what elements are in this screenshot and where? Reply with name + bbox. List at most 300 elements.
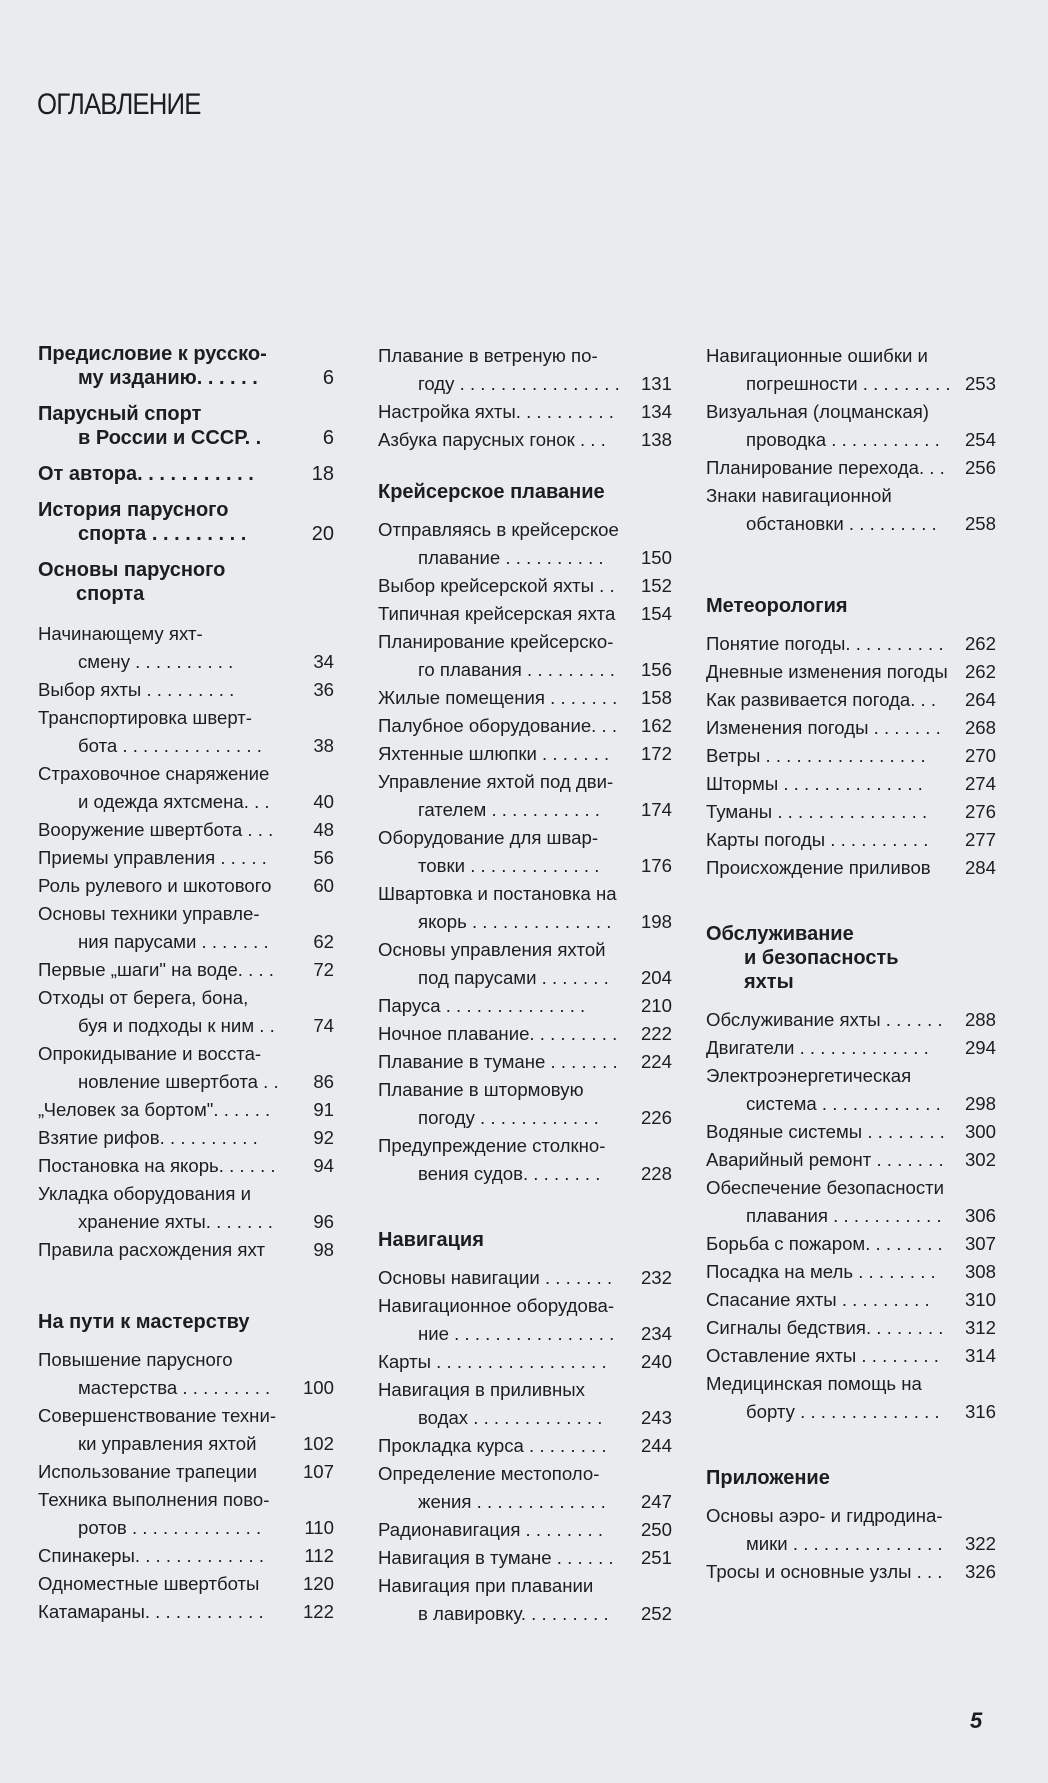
toc-entry-text: проводка . . . . . . . . . . .: [746, 429, 940, 450]
toc-entry: [378, 824, 672, 880]
toc-page-number: 98: [313, 1239, 334, 1260]
toc-entry-text: жения . . . . . . . . . . . . .: [418, 1491, 606, 1512]
toc-entry: [378, 992, 672, 1020]
toc-entry-text: хранение яхты. . . . . . .: [78, 1211, 273, 1232]
toc-entry: [378, 398, 672, 426]
toc-entry: [378, 1460, 672, 1516]
toc-entry-text: Предупреждение столкно-: [378, 1135, 606, 1156]
toc-entry: [38, 1152, 334, 1180]
toc-entry: [38, 1542, 334, 1570]
toc-entry: [38, 956, 334, 984]
toc-entry-text: Основы управления яхтой: [378, 939, 606, 960]
toc-page-number: 6: [322, 367, 334, 389]
toc-page-number: 222: [640, 1023, 672, 1044]
toc-entry-text: Плавание в ветреную по-: [378, 345, 598, 366]
toc-column-2: [378, 342, 672, 1628]
toc-page-number: 198: [640, 911, 672, 932]
toc-page-number: 156: [640, 659, 672, 680]
toc-page-number: 276: [964, 801, 996, 822]
toc-page-number: 100: [302, 1377, 334, 1398]
toc-entry-text: Основы техники управле-: [38, 903, 260, 924]
toc-page-number: 256: [964, 457, 996, 478]
toc-entry: [378, 880, 672, 936]
toc-page-number: 288: [964, 1009, 996, 1030]
toc-entry: [706, 1558, 996, 1586]
toc-entry: [378, 1516, 672, 1544]
toc-entry-text: Двигатели . . . . . . . . . . . . .: [706, 1037, 929, 1058]
toc-entry: [378, 1292, 672, 1348]
toc-entry-text: ния парусами . . . . . . .: [78, 931, 269, 952]
toc-page-number: 284: [964, 857, 996, 878]
toc-page-number: 322: [964, 1533, 996, 1554]
toc-entry: [378, 1076, 672, 1132]
toc-entry: [38, 1486, 334, 1542]
toc-entry: [706, 1230, 996, 1258]
toc-entry: [38, 1180, 334, 1236]
section-heading-line: Приложение: [706, 1467, 830, 1489]
toc-entry: [706, 1314, 996, 1342]
toc-entry: [378, 768, 672, 824]
toc-entry: [38, 1598, 334, 1626]
toc-page-number: 150: [640, 547, 672, 568]
toc-entry-text: под парусами . . . . . . .: [418, 967, 609, 988]
toc-page-number: 20: [311, 523, 334, 545]
toc-entry: [706, 1342, 996, 1370]
toc-page-number: 274: [964, 773, 996, 794]
toc-entry-text: го плавания . . . . . . . . .: [418, 659, 615, 680]
toc-entry: [378, 1432, 672, 1460]
toc-entry-text: Ветры . . . . . . . . . . . . . . . .: [706, 745, 926, 766]
toc-entry-text: Управление яхтой под дви-: [378, 771, 614, 792]
toc-entry-text: Швартовка и постановка на: [378, 883, 617, 904]
page-number: 5: [970, 1708, 983, 1733]
toc-entry-text: Паруса . . . . . . . . . . . . . .: [378, 995, 586, 1016]
toc-entry-text: товки . . . . . . . . . . . . .: [418, 855, 600, 876]
toc-entry: [378, 712, 672, 740]
toc-entry-text: Визуальная (лоцманская): [706, 401, 929, 422]
toc-entry: [706, 454, 996, 482]
toc-entry-text: Аварийный ремонт . . . . . . .: [706, 1149, 944, 1170]
toc-entry-text: Выбор яхты . . . . . . . . .: [38, 679, 235, 700]
toc-entry-text: смену . . . . . . . . . .: [78, 651, 234, 672]
section-heading: [378, 480, 672, 504]
section-heading-line: спорта: [76, 583, 145, 605]
toc-entry: [38, 1040, 334, 1096]
toc-entry: [706, 686, 996, 714]
toc-page-number: 36: [313, 679, 334, 700]
toc-page-number: 253: [964, 373, 996, 394]
toc-entry-text: Происхождение приливов: [706, 857, 931, 878]
toc-page-number: 176: [640, 855, 672, 876]
toc-page-number: 252: [640, 1603, 672, 1624]
toc-page-number: 326: [964, 1561, 996, 1582]
toc-entry-text: Начинающему яхт-: [38, 623, 203, 644]
section-heading-line: яхты: [744, 971, 794, 993]
toc-entry-text: обстановки . . . . . . . . .: [746, 513, 937, 534]
toc-entry: [378, 936, 672, 992]
toc-entry-text: погоду . . . . . . . . . . . .: [418, 1107, 599, 1128]
toc-page-number: 251: [640, 1547, 672, 1568]
toc-column-1: [38, 342, 334, 1626]
toc-entry: [706, 742, 996, 770]
toc-page-number: 120: [302, 1573, 334, 1594]
toc-entry-text: Изменения погоды . . . . . . .: [706, 717, 941, 738]
toc-entry: [378, 1544, 672, 1572]
toc-page-number: 172: [640, 743, 672, 764]
toc-page-number: 310: [964, 1289, 996, 1310]
toc-page-number: 243: [640, 1407, 672, 1428]
section-heading-line: Навигация: [378, 1229, 484, 1251]
toc-entry-text: Прокладка курса . . . . . . . .: [378, 1435, 607, 1456]
toc-page-number: 300: [964, 1121, 996, 1142]
toc-entry-text: Техника выполнения пово-: [38, 1489, 270, 1510]
toc-entry-text: Ночное плавание. . . . . . . . .: [378, 1023, 618, 1044]
toc-entry-text: История парусного: [38, 499, 229, 521]
toc-entry: [706, 630, 996, 658]
toc-entry: [378, 1048, 672, 1076]
toc-entry: [38, 1096, 334, 1124]
toc-entry: [38, 1570, 334, 1598]
toc-page-number: 40: [313, 791, 334, 812]
toc-entry-text: Навигационные ошибки и: [706, 345, 928, 366]
toc-entry: [706, 1502, 996, 1558]
toc-entry-text: бота . . . . . . . . . . . . . .: [78, 735, 262, 756]
toc-entry-text: Опрокидывание и восста-: [38, 1043, 262, 1064]
toc-page-number: 262: [964, 661, 996, 682]
toc-entry-text: Посадка на мель . . . . . . . .: [706, 1261, 936, 1282]
toc-entry: [378, 628, 672, 684]
toc-entry-text: Правила расхождения яхт: [38, 1239, 266, 1260]
toc-entry-text: Навигация в приливных: [378, 1379, 585, 1400]
toc-entry-text: Катамараны. . . . . . . . . . . .: [38, 1601, 264, 1622]
toc-entry-text: Дневные изменения погоды: [706, 661, 948, 682]
toc-page-number: 112: [304, 1545, 334, 1566]
toc-entry-text: От автора. . . . . . . . . . .: [38, 463, 254, 485]
toc-entry-text: году . . . . . . . . . . . . . . . .: [418, 373, 620, 394]
toc-entry-text: Сигналы бедствия. . . . . . . .: [706, 1317, 944, 1338]
toc-page-number: 38: [313, 735, 334, 756]
toc-entry-text: Транспортировка шверт-: [38, 707, 252, 728]
toc-entry-text: Отправляясь в крейсерское: [378, 519, 619, 540]
toc-page-number: 210: [640, 995, 672, 1016]
toc-entry-text: в лавировку. . . . . . . . .: [418, 1603, 609, 1624]
section-heading-line: и безопасность: [744, 947, 899, 969]
toc-entry: [378, 684, 672, 712]
toc-page-number: 308: [964, 1261, 996, 1282]
section-heading: [38, 1310, 334, 1334]
toc-entry-text: „Человек за бортом". . . . . .: [38, 1099, 271, 1120]
toc-entry-text: и одежда яхтсмена. . .: [78, 791, 270, 812]
toc-page-number: 244: [640, 1435, 672, 1456]
toc-entry-text: мики . . . . . . . . . . . . . . .: [746, 1533, 943, 1554]
toc-page-number: 18: [311, 463, 334, 485]
toc-entry-text: Обслуживание яхты . . . . . .: [706, 1009, 943, 1030]
toc-page-number: 268: [964, 717, 996, 738]
toc-entry: [38, 342, 334, 390]
toc-entry-text: Карты погоды . . . . . . . . . .: [706, 829, 929, 850]
toc-page-number: 232: [640, 1267, 672, 1288]
toc-entry-text: Использование трапеции: [38, 1461, 258, 1482]
toc-entry: [38, 1402, 334, 1458]
toc-page-number: 131: [640, 373, 672, 394]
toc-page-number: 6: [322, 427, 334, 449]
toc-entry-text: борту . . . . . . . . . . . . . .: [746, 1401, 940, 1422]
toc-entry-text: плавание . . . . . . . . . .: [418, 547, 604, 568]
toc-page-number: 306: [964, 1205, 996, 1226]
toc-entry-text: Планирование перехода. . .: [706, 457, 945, 478]
toc-page-number: 91: [313, 1099, 334, 1120]
toc-entry-text: Выбор крейсерской яхты . .: [378, 575, 615, 596]
toc-page-number: 302: [964, 1149, 996, 1170]
toc-entry: [706, 1062, 996, 1118]
toc-entry: [706, 826, 996, 854]
toc-entry-text: Роль рулевого и шкотового: [38, 875, 272, 896]
toc-entry-text: Тросы и основные узлы . . .: [706, 1561, 943, 1582]
toc-entry-text: Вооружение швертбота . . .: [38, 819, 274, 840]
toc-entry: [38, 1236, 334, 1264]
toc-entry-text: Настройка яхты. . . . . . . . . .: [378, 401, 614, 422]
toc-entry-text: Спинакеры. . . . . . . . . . . . .: [38, 1545, 265, 1566]
toc-entry-text: якорь . . . . . . . . . . . . . .: [418, 911, 612, 932]
toc-entry-text: Туманы . . . . . . . . . . . . . . .: [706, 801, 928, 822]
toc-entry-text: в России и СССР. .: [78, 427, 262, 449]
toc-entry-text: Парусный спорт: [38, 403, 202, 425]
toc-page-number: 34: [313, 651, 334, 672]
toc-entry: [706, 1370, 996, 1426]
toc-entry-text: Навигационное оборудова-: [378, 1295, 615, 1316]
toc-page-number: 226: [640, 1107, 672, 1128]
toc-page-number: 234: [640, 1323, 672, 1344]
toc-page-number: 158: [640, 687, 672, 708]
toc-entry-text: Типичная крейсерская яхта: [378, 603, 616, 624]
section-heading: [706, 1466, 996, 1490]
toc-entry: [38, 900, 334, 956]
toc-entry-text: Совершенствование техни-: [38, 1405, 277, 1426]
toc-entry-text: Навигация при плавании: [378, 1575, 594, 1596]
toc-entry: [38, 462, 334, 486]
toc-entry-text: Карты . . . . . . . . . . . . . . . . .: [378, 1351, 607, 1372]
toc-entry: [378, 1376, 672, 1432]
section-heading-line: Крейсерское плавание: [378, 481, 605, 503]
toc-entry-text: Водяные системы . . . . . . . .: [706, 1121, 945, 1142]
section-heading: [706, 594, 996, 618]
section-heading: [378, 1228, 672, 1252]
toc-entry: [706, 798, 996, 826]
toc-page-number: 110: [304, 1517, 334, 1538]
toc-entry-text: Азбука парусных гонок . . .: [378, 429, 606, 450]
toc-page-number: 122: [302, 1601, 334, 1622]
toc-entry-text: Постановка на якорь. . . . . .: [38, 1155, 276, 1176]
toc-entry-text: Одноместные швертботы: [38, 1573, 260, 1594]
toc-page-number: 312: [964, 1317, 996, 1338]
toc-page-number: 262: [964, 633, 996, 654]
toc-page-number: 307: [964, 1233, 996, 1254]
toc-page-number: 298: [964, 1093, 996, 1114]
toc-entry-text: Взятие рифов. . . . . . . . . .: [38, 1127, 258, 1148]
toc-page-number: 258: [964, 513, 996, 534]
toc-page-number: 86: [313, 1071, 334, 1092]
toc-page-number: 270: [964, 745, 996, 766]
page-title: ОГЛАВЛЕНИЕ: [37, 88, 201, 121]
toc-entry: [38, 1346, 334, 1402]
toc-entry-text: Штормы . . . . . . . . . . . . . .: [706, 773, 923, 794]
toc-page-number: 162: [640, 715, 672, 736]
toc-entry: [38, 676, 334, 704]
toc-page-number: 92: [313, 1127, 334, 1148]
toc-entry-text: Понятие погоды. . . . . . . . . .: [706, 633, 944, 654]
toc-entry-text: Борьба с пожаром. . . . . . . .: [706, 1233, 943, 1254]
toc-entry-text: Предисловие к русско-: [38, 343, 267, 365]
toc-entry: [38, 498, 334, 546]
toc-entry-text: Плавание в штормовую: [378, 1079, 584, 1100]
toc-entry: [378, 1348, 672, 1376]
toc-entry-text: му изданию. . . . . .: [78, 367, 258, 389]
toc-entry-text: Как развивается погода. . .: [706, 689, 937, 710]
toc-entry: [378, 1572, 672, 1628]
toc-entry: [38, 620, 334, 676]
toc-entry-text: Основы навигации . . . . . . .: [378, 1267, 613, 1288]
toc-entry-text: Планирование крейсерско-: [378, 631, 614, 652]
toc-entry: [378, 1020, 672, 1048]
toc-page-number: 294: [964, 1037, 996, 1058]
section-heading-line: На пути к мастерству: [38, 1311, 250, 1333]
toc-page-number: 74: [313, 1015, 334, 1036]
toc-entry-text: Укладка оборудования и: [38, 1183, 252, 1204]
toc-entry-text: Палубное оборудование. . .: [378, 715, 617, 736]
toc-entry: [706, 1146, 996, 1174]
toc-page-number: 264: [964, 689, 996, 710]
toc-entry-text: Страховочное снаряжение: [38, 763, 270, 784]
toc-page-number: 314: [964, 1345, 996, 1366]
toc-page-number: 102: [302, 1433, 334, 1454]
toc-entry-text: Оставление яхты . . . . . . . .: [706, 1345, 939, 1366]
toc-entry-text: погрешности . . . . . . . . .: [746, 373, 951, 394]
toc-page-number: 138: [640, 429, 672, 450]
toc-entry-text: Электроэнергетическая: [706, 1065, 912, 1086]
toc-page-number: 134: [640, 401, 672, 422]
toc-entry-text: Основы аэро- и гидродина-: [706, 1505, 943, 1526]
toc-page-number: 96: [313, 1211, 334, 1232]
toc-entry: [38, 760, 334, 816]
toc-page-number: 60: [313, 875, 334, 896]
section-heading: [706, 922, 996, 994]
toc-entry: [38, 1124, 334, 1152]
toc-entry: [38, 816, 334, 844]
toc-entry: [378, 600, 672, 628]
toc-entry: [378, 426, 672, 454]
toc-page-number: 56: [313, 847, 334, 868]
toc-page-number: 204: [640, 967, 672, 988]
toc-entry: [378, 516, 672, 572]
toc-entry-text: Яхтенные шлюпки . . . . . . .: [378, 743, 610, 764]
section-heading-line: Обслуживание: [706, 923, 854, 945]
toc-page-number: 277: [964, 829, 996, 850]
toc-entry-text: Медицинская помощь на: [706, 1373, 922, 1394]
section-heading: [38, 558, 334, 606]
toc-entry: [706, 398, 996, 454]
toc-entry: [706, 342, 996, 398]
toc-entry-text: новление швертбота . .: [78, 1071, 279, 1092]
toc-entry-text: ние . . . . . . . . . . . . . . . .: [418, 1323, 615, 1344]
toc-entry: [378, 342, 672, 398]
toc-entry: [706, 1118, 996, 1146]
toc-entry: [706, 1258, 996, 1286]
toc-entry: [38, 704, 334, 760]
toc-page-number: 316: [964, 1401, 996, 1422]
toc-page-number: 152: [640, 575, 672, 596]
toc-entry-text: водах . . . . . . . . . . . . .: [418, 1407, 603, 1428]
toc-column-3: [706, 342, 996, 1586]
toc-entry-text: гателем . . . . . . . . . . .: [418, 799, 600, 820]
toc-entry-text: вения судов. . . . . . . .: [418, 1163, 601, 1184]
toc-entry-text: Радионавигация . . . . . . . .: [378, 1519, 604, 1540]
toc-entry: [38, 984, 334, 1040]
toc-entry: [706, 482, 996, 538]
toc-entry-text: ротов . . . . . . . . . . . . .: [78, 1517, 262, 1538]
toc-page-number: 224: [640, 1051, 672, 1072]
toc-entry-text: Жилые помещения . . . . . . .: [378, 687, 618, 708]
toc-entry: [706, 1006, 996, 1034]
toc-page-number: 240: [640, 1351, 672, 1372]
section-heading-line: Основы парусного: [38, 559, 226, 581]
toc-page-number: 228: [640, 1163, 672, 1184]
toc-entry-text: Обеспечение безопасности: [706, 1177, 945, 1198]
toc-entry-text: Отходы от берега, бона,: [38, 987, 249, 1008]
toc-entry: [706, 658, 996, 686]
toc-entry-text: Знаки навигационной: [706, 485, 892, 506]
toc-entry-text: система . . . . . . . . . . . .: [746, 1093, 941, 1114]
toc-entry: [38, 844, 334, 872]
toc-entry-text: плавания . . . . . . . . . . .: [746, 1205, 942, 1226]
toc-entry-text: Приемы управления . . . . .: [38, 847, 267, 868]
toc-page-number: 174: [640, 799, 672, 820]
toc-entry-text: Плавание в тумане . . . . . . .: [378, 1051, 618, 1072]
toc-entry: [706, 854, 996, 882]
toc-entry-text: Оборудование для швар-: [378, 827, 599, 848]
toc-page-number: 154: [640, 603, 672, 624]
toc-entry-text: Навигация в тумане . . . . . .: [378, 1547, 614, 1568]
toc-entry: [378, 740, 672, 768]
toc-entry-text: Первые „шаги" на воде. . . .: [38, 959, 274, 980]
toc-entry-text: мастерства . . . . . . . . .: [78, 1377, 271, 1398]
toc-page-number: 107: [302, 1461, 334, 1482]
toc-entry: [706, 770, 996, 798]
toc-page-number: 62: [313, 931, 334, 952]
toc-entry: [706, 1286, 996, 1314]
toc-entry: [38, 402, 334, 450]
toc-entry: [706, 714, 996, 742]
toc-entry-text: Повышение парусного: [38, 1349, 233, 1370]
section-heading-line: Метеорология: [706, 595, 848, 617]
toc-page-number: 94: [313, 1155, 334, 1176]
toc-page-number: 72: [313, 959, 334, 980]
toc-page-number: 48: [313, 819, 334, 840]
toc-entry: [378, 1132, 672, 1188]
toc-entry: [378, 572, 672, 600]
toc-entry-text: Определение местополо-: [378, 1463, 600, 1484]
toc-entry: [706, 1034, 996, 1062]
toc-entry-text: ки управления яхтой: [78, 1433, 257, 1454]
toc-page-number: 247: [640, 1491, 672, 1512]
toc-entry: [38, 872, 334, 900]
toc-entry-text: буя и подходы к ним . .: [78, 1015, 275, 1036]
toc-entry-text: спорта . . . . . . . . .: [78, 523, 247, 545]
toc-entry-text: Спасание яхты . . . . . . . . .: [706, 1289, 930, 1310]
toc-page-number: 254: [964, 429, 996, 450]
toc-entry: [706, 1174, 996, 1230]
toc-entry: [378, 1264, 672, 1292]
toc-entry: [38, 1458, 334, 1486]
